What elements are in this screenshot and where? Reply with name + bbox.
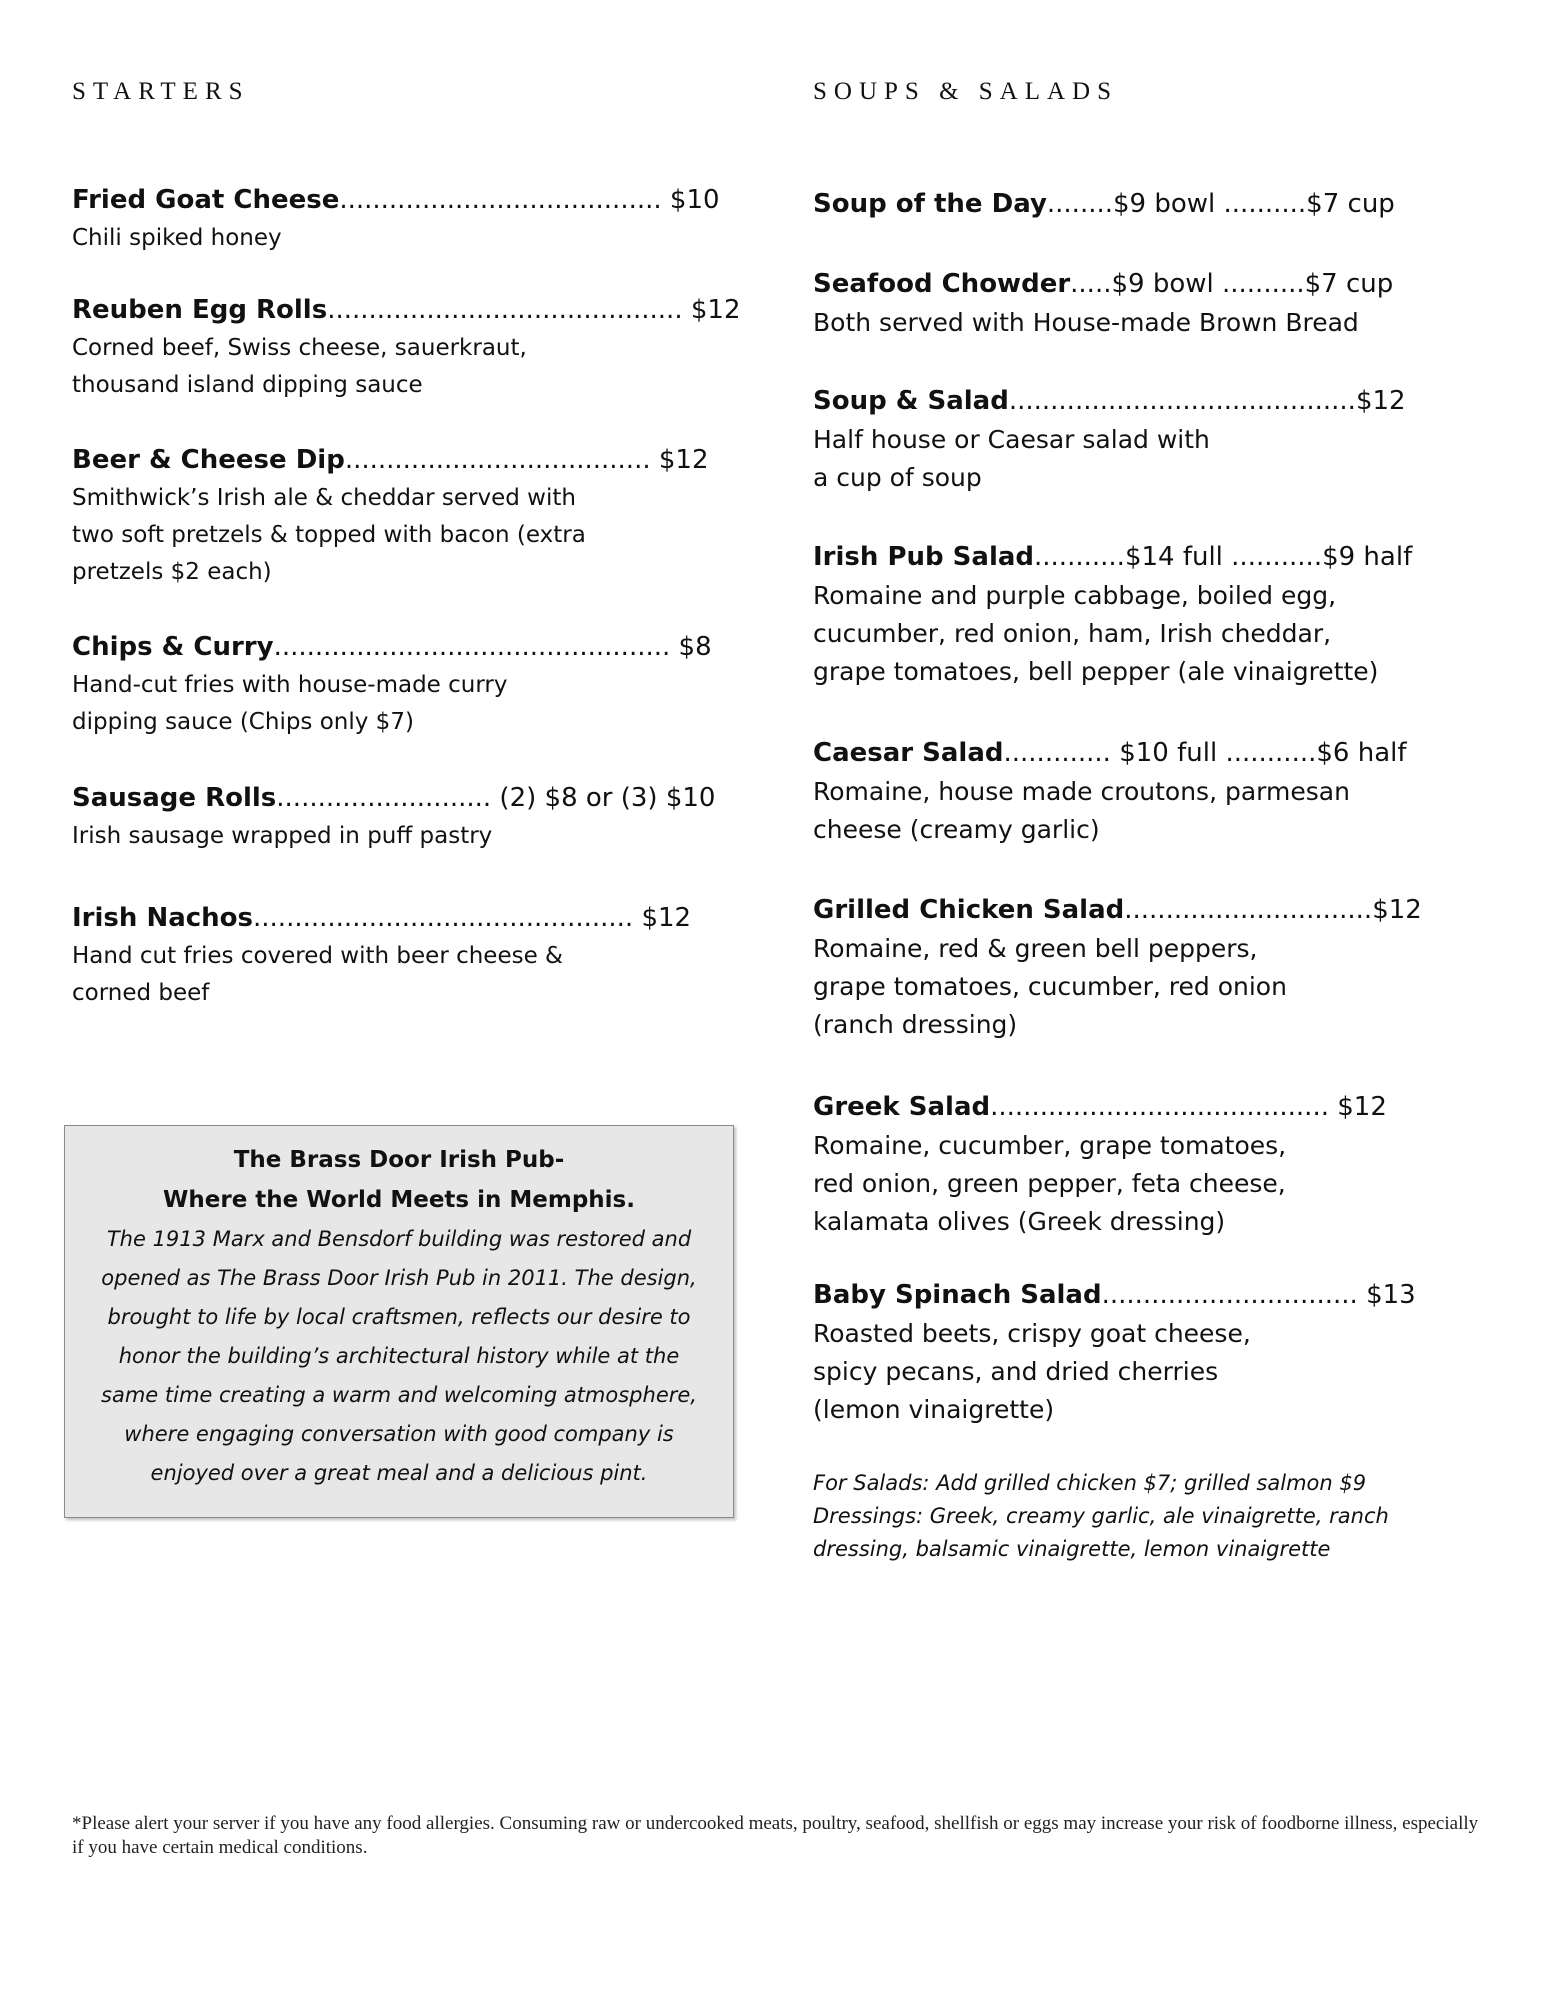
- item-line: [813, 890, 1493, 930]
- allergy-disclaimer: *Please alert your server if you have any food allergies. Consuming raw or undercooked meats, poultry, seafood, shellfish or eggs may increase your risk of foodborne illness, especially if you have certain medical conditions.: [72, 1813, 1479, 1858]
- item-name: Seafood Chowder: [813, 269, 1071, 299]
- item-name: Beer & Cheese Dip: [72, 445, 345, 475]
- item-price: $12: [1355, 386, 1406, 416]
- menu-item: [72, 440, 712, 591]
- item-description: Chili spiked honey: [72, 225, 282, 251]
- item-description: Romaine, house made croutons, parmesan cheese (creamy garlic): [813, 777, 1350, 844]
- item-dots: .....: [1070, 269, 1112, 299]
- item-price: $10: [661, 185, 720, 215]
- menu-item: [813, 381, 1493, 497]
- item-price: $12: [682, 295, 741, 325]
- item-dots: ........: [1046, 189, 1114, 219]
- story-body: The 1913 Marx and Bensdorf building was restored and opened as The Brass Door Irish Pub in 2011. The design, brought to life by local craftsmen, reflects our desire to honor the building’s architectural history while at the same time creating a warm and welcoming atmosphere, where engaging conversation with good company is enjoyed over a great meal and a delicious pint.: [101, 1227, 697, 1485]
- item-description: Smithwick’s Irish ale & cheddar served with two soft pretzels & topped with bacon (extra pretzels $2 each): [72, 485, 586, 585]
- menu-item: [813, 733, 1493, 849]
- item-description: Corned beef, Swiss cheese, sauerkraut, thousand island dipping sauce: [72, 335, 527, 398]
- item-description: Roasted beets, crispy goat cheese, spicy pecans, and dried cherries (lemon vinaigrette): [813, 1319, 1251, 1424]
- item-price: $14 full ...........$9 half: [1124, 542, 1413, 572]
- item-price: $12: [650, 445, 709, 475]
- item-name: Irish Pub Salad: [813, 542, 1035, 572]
- menu-item: [72, 778, 716, 855]
- item-line: [813, 537, 1493, 577]
- menu-item: [72, 898, 712, 1012]
- item-line: [813, 1275, 1493, 1315]
- story-title-line-1: The Brass Door Irish Pub-: [233, 1147, 565, 1173]
- item-dots: ..........................: [276, 783, 492, 813]
- item-price: $13: [1357, 1280, 1416, 1310]
- item-dots: .............: [1003, 738, 1111, 768]
- starters-heading: STARTERS: [72, 78, 250, 105]
- item-line: [72, 627, 712, 667]
- item-line: [72, 898, 712, 938]
- item-line: [813, 1087, 1493, 1127]
- soups-salads-heading: SOUPS & SALADS: [813, 78, 1119, 105]
- item-line: [72, 440, 712, 480]
- item-name: Fried Goat Cheese: [72, 185, 340, 215]
- item-description: Both served with House-made Brown Bread: [813, 308, 1359, 337]
- item-dots: ................................................: [273, 632, 671, 662]
- item-dots: ..............................: [1124, 895, 1373, 925]
- item-dots: .......................................: [339, 185, 662, 215]
- item-description: Romaine, red & green bell peppers, grape tomatoes, cucumber, red onion (ranch dressing): [813, 934, 1287, 1039]
- item-name: Greek Salad: [813, 1092, 991, 1122]
- item-name: Chips & Curry: [72, 632, 274, 662]
- menu-item: [72, 290, 741, 404]
- item-price: (2) $8 or (3) $10: [491, 783, 716, 813]
- item-name: Reuben Egg Rolls: [72, 295, 328, 325]
- item-dots: ...........................................: [327, 295, 683, 325]
- item-dots: ...........: [1034, 542, 1125, 572]
- item-line: [72, 290, 741, 330]
- item-line: [72, 180, 720, 220]
- item-description: Half house or Caesar salad with a cup of soup: [813, 425, 1210, 492]
- item-description: Irish sausage wrapped in puff pastry: [72, 823, 493, 849]
- menu-item: [72, 180, 720, 257]
- item-dots: ..............................................: [253, 903, 634, 933]
- item-line: [813, 733, 1493, 773]
- item-line: [813, 381, 1493, 421]
- menu-item: [813, 1275, 1493, 1429]
- pub-story-box: [64, 1125, 734, 1518]
- item-name: Caesar Salad: [813, 738, 1004, 768]
- item-price: $10 full ...........$6 half: [1110, 738, 1407, 768]
- menu-item: [813, 1087, 1493, 1241]
- menu-item: [813, 264, 1493, 342]
- item-name: Baby Spinach Salad: [813, 1280, 1102, 1310]
- item-price: $9 bowl ..........$7 cup: [1113, 189, 1395, 219]
- menu-item: [813, 184, 1493, 224]
- item-dots: .........................................: [990, 1092, 1329, 1122]
- item-dots: .....................................: [344, 445, 651, 475]
- item-line: [813, 184, 1493, 224]
- item-line: [813, 264, 1493, 304]
- item-description: Romaine, cucumber, grape tomatoes, red onion, green pepper, feta cheese, kalamata olives (Greek dressing): [813, 1131, 1287, 1236]
- item-dots: ...............................: [1101, 1280, 1358, 1310]
- item-price: $12: [1328, 1092, 1387, 1122]
- item-name: Irish Nachos: [72, 903, 254, 933]
- item-price: $12: [1372, 895, 1422, 925]
- salad-addons-note: For Salads: Add grilled chicken $7; grilled salmon $9 Dressings: Greek, creamy garlic, ale vinaigrette, ranch dressing, balsamic vinaigrette, lemon vinaigrette: [813, 1471, 1389, 1561]
- item-dots: ..........................................: [1008, 386, 1356, 416]
- item-name: Soup & Salad: [813, 386, 1009, 416]
- menu-item: [813, 537, 1493, 691]
- item-description: Hand-cut fries with house-made curry dipping sauce (Chips only $7): [72, 672, 508, 735]
- item-description: Hand cut fries covered with beer cheese & corned beef: [72, 943, 563, 1006]
- item-price: $8: [670, 632, 712, 662]
- menu-item: [72, 627, 712, 741]
- item-price: $12: [633, 903, 692, 933]
- item-name: Grilled Chicken Salad: [813, 895, 1125, 925]
- item-line: [72, 778, 716, 818]
- item-price: $9 bowl ..........$7 cup: [1111, 269, 1394, 299]
- item-description: Romaine and purple cabbage, boiled egg, cucumber, red onion, ham, Irish cheddar, grape tomatoes, bell pepper (ale vinaigrette): [813, 581, 1379, 686]
- item-name: Soup of the Day: [813, 189, 1047, 219]
- item-name: Sausage Rolls: [72, 783, 277, 813]
- story-title-line-2: Where the World Meets in Memphis.: [163, 1187, 635, 1213]
- menu-item: [813, 890, 1493, 1044]
